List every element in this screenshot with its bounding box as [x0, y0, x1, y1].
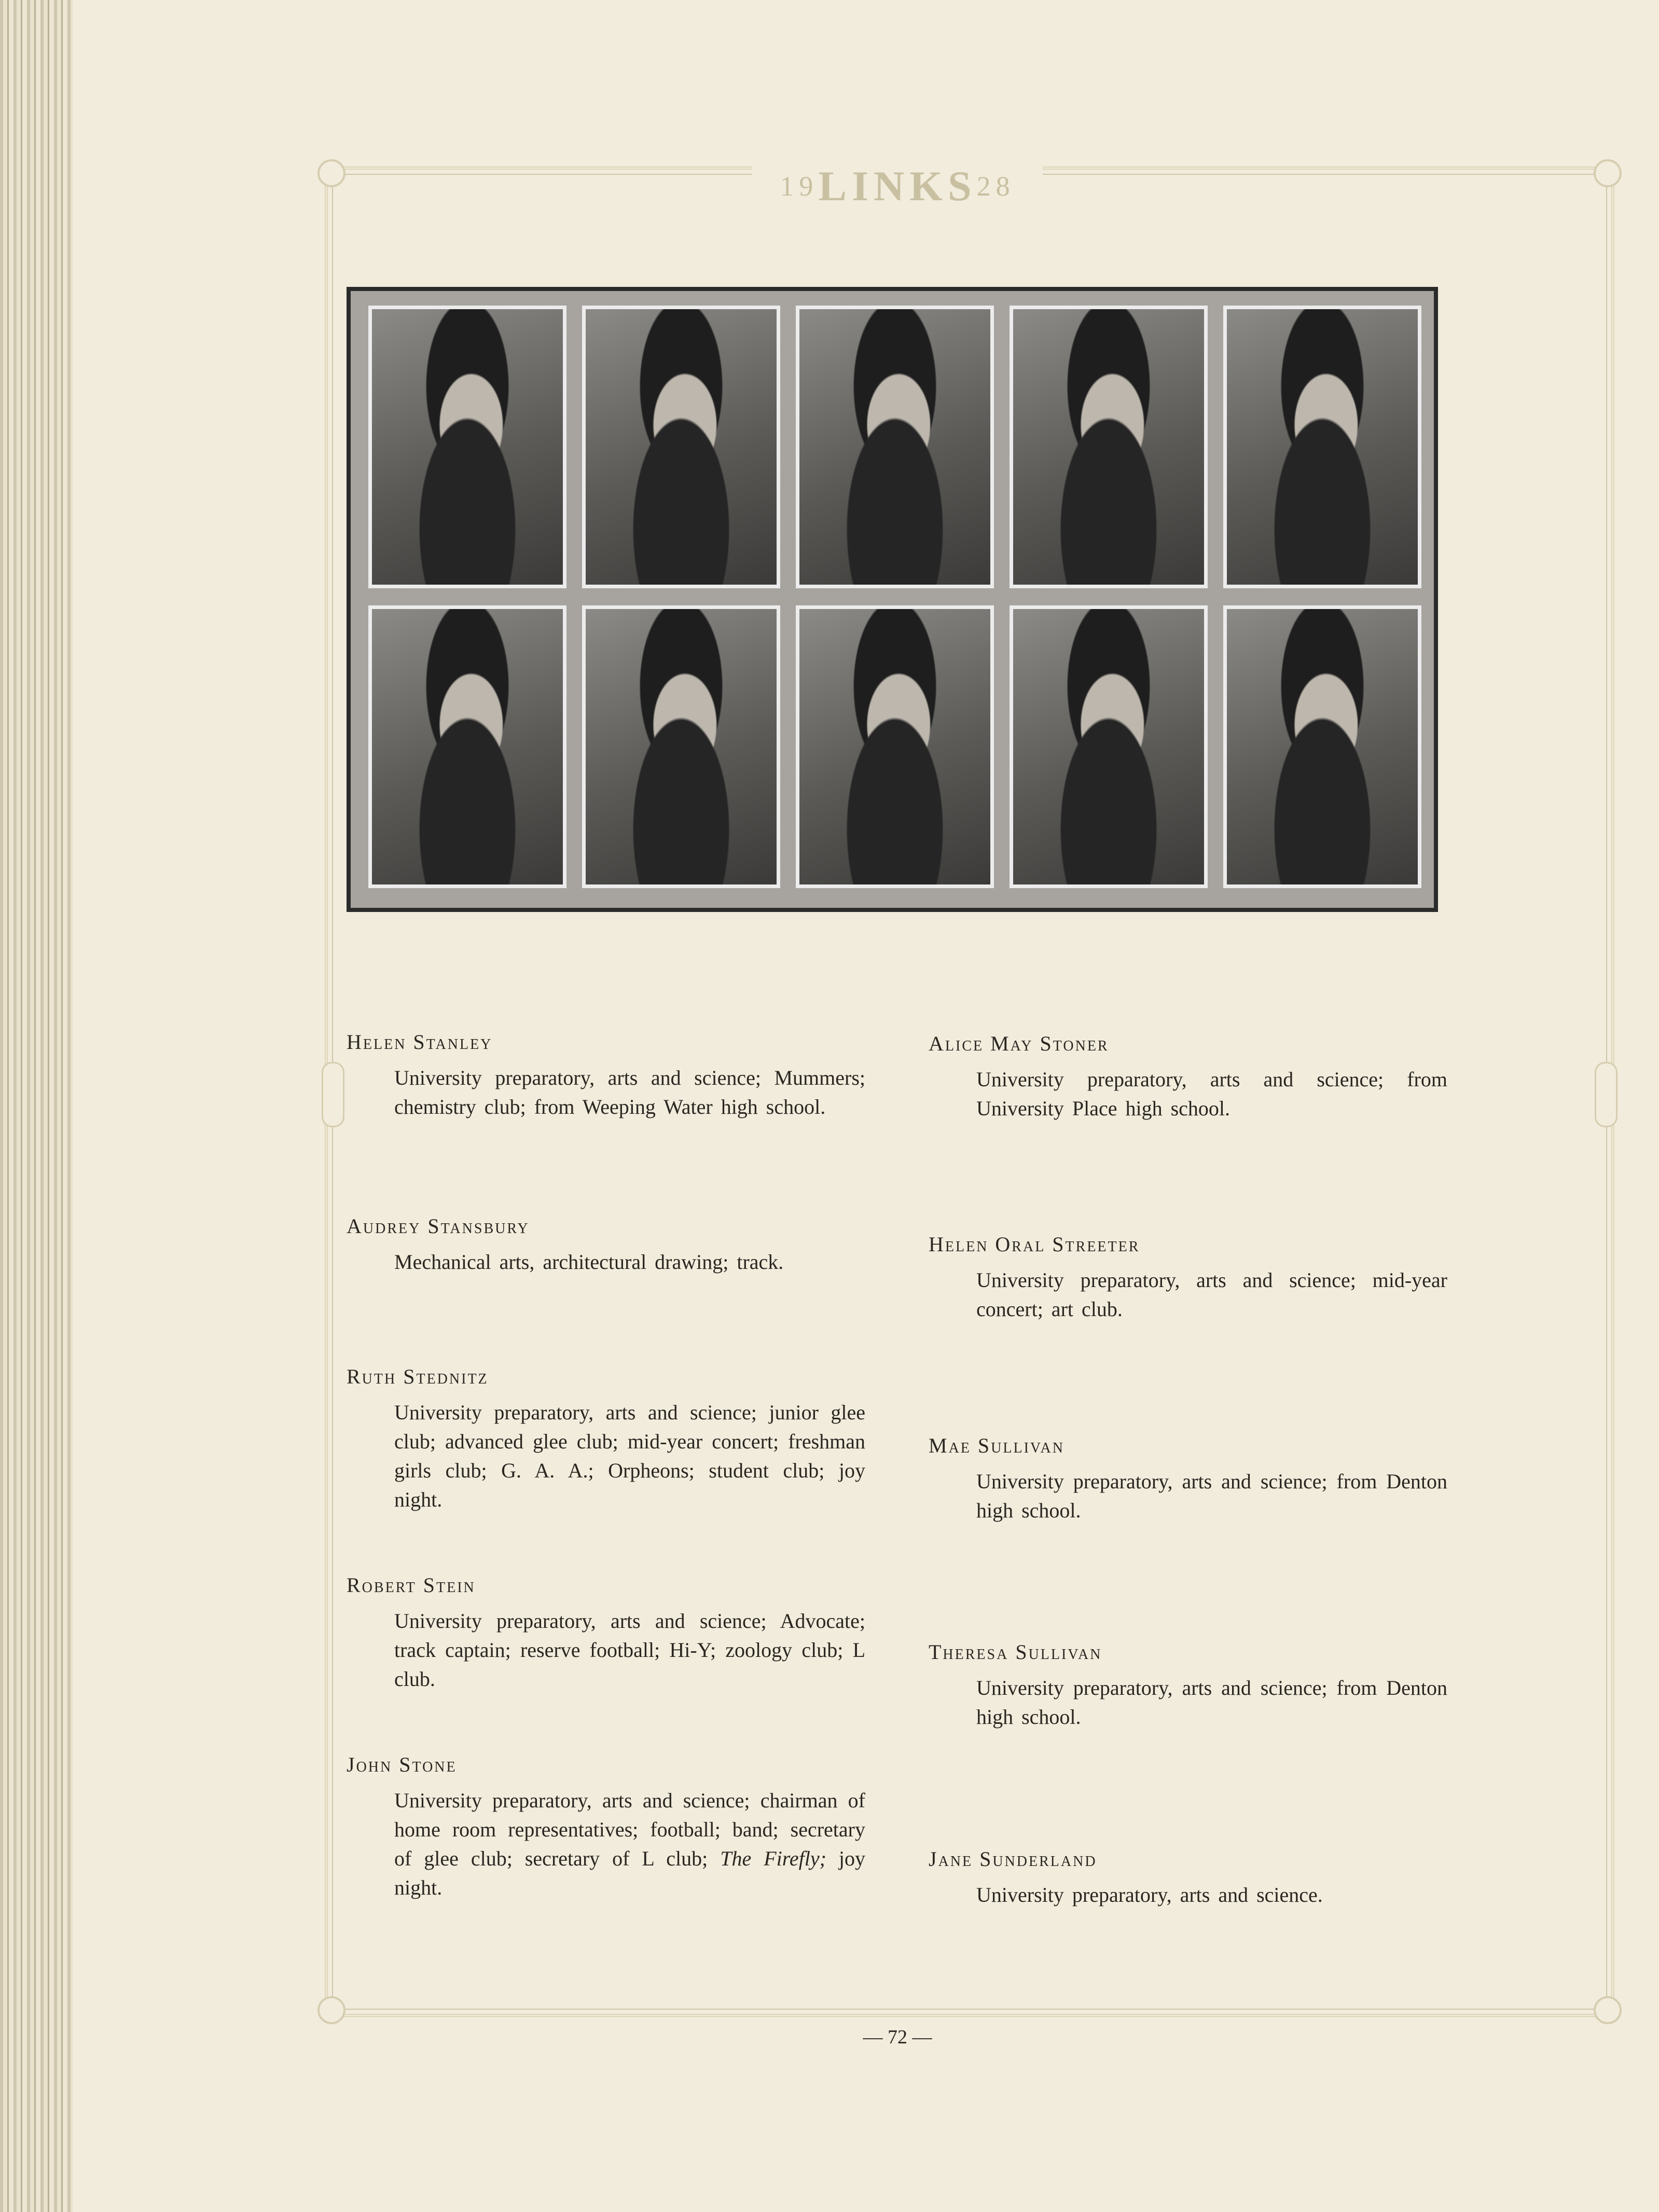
student-entry [929, 1433, 1447, 1525]
running-head [752, 162, 1043, 210]
student-name: Jane Sunderland [929, 1847, 1097, 1871]
student-entry [347, 1214, 865, 1277]
portrait-photo [796, 306, 994, 588]
student-description [394, 1786, 865, 1902]
corner-ornament-icon [1594, 1996, 1622, 2024]
student-description: University preparatory, arts and science; from Denton high school. [976, 1676, 1447, 1729]
book-page-edges [0, 0, 74, 2212]
student-name: Ruth Stednitz [347, 1365, 489, 1388]
student-description: University preparatory, arts and science. [976, 1883, 1323, 1906]
portrait-photo [1223, 605, 1421, 888]
student-entry [929, 1232, 1447, 1324]
side-ornament-icon [322, 1062, 344, 1127]
student-name: Mae Sullivan [929, 1434, 1064, 1457]
student-name: Audrey Stansbury [347, 1214, 530, 1238]
student-description: Mechanical arts, architectural drawing; track. [394, 1250, 784, 1274]
portrait-photo [796, 605, 994, 888]
portrait-photo [368, 306, 566, 588]
student-description: University preparatory, arts and science; Advocate; track captain; reserve football; Hi-Y; zoology club; L club. [394, 1609, 865, 1691]
portrait-photo [582, 306, 780, 588]
portrait-photo [1010, 605, 1208, 888]
header-title: LINKS [818, 162, 977, 210]
student-name: Robert Stein [347, 1573, 476, 1597]
description-text: joy night. [394, 1847, 865, 1899]
student-entry [347, 1752, 865, 1902]
side-ornament-icon [1595, 1062, 1617, 1127]
portrait-photo [582, 605, 780, 888]
student-entry [929, 1031, 1447, 1123]
student-description: University preparatory, arts and science; junior glee club; advanced glee club; mid-year concert; freshman girls club; G. A. A.; Orpheons; student club; joy night. [394, 1401, 865, 1511]
corner-ornament-icon [317, 159, 345, 187]
student-entry [929, 1847, 1447, 1910]
student-name: John Stone [347, 1753, 457, 1776]
corner-ornament-icon [317, 1996, 345, 2024]
description-text: University preparatory, arts and science; chairman of home room representatives; football; band; secretary of glee club; secretary of L club; [394, 1789, 865, 1870]
portrait-photo [1223, 306, 1421, 588]
student-name: Helen Oral Streeter [929, 1233, 1140, 1256]
header-year-left: 19 [780, 171, 819, 202]
student-name: Theresa Sullivan [929, 1640, 1102, 1664]
student-entry [347, 1030, 865, 1122]
student-entry [929, 1640, 1447, 1732]
portrait-panel [347, 287, 1438, 912]
portrait-photo [368, 605, 566, 888]
publication-title: The Firefly; [720, 1847, 826, 1870]
student-name: Alice May Stoner [929, 1032, 1109, 1055]
student-description: University preparatory, arts and science; mid-year concert; art club. [976, 1268, 1447, 1321]
student-description: University preparatory, arts and science; from Denton high school. [976, 1470, 1447, 1522]
student-description: University preparatory, arts and science; Mummers; chemistry club; from Weeping Water high school. [394, 1066, 865, 1118]
student-name: Helen Stanley [347, 1030, 493, 1054]
student-entry [347, 1364, 865, 1514]
portrait-photo [1010, 306, 1208, 588]
corner-ornament-icon [1594, 159, 1622, 187]
header-year-right: 28 [976, 171, 1015, 202]
page-number: — 72 — [863, 2026, 932, 2048]
student-entry [347, 1573, 865, 1694]
student-description: University preparatory, arts and science; from University Place high school. [976, 1068, 1447, 1120]
